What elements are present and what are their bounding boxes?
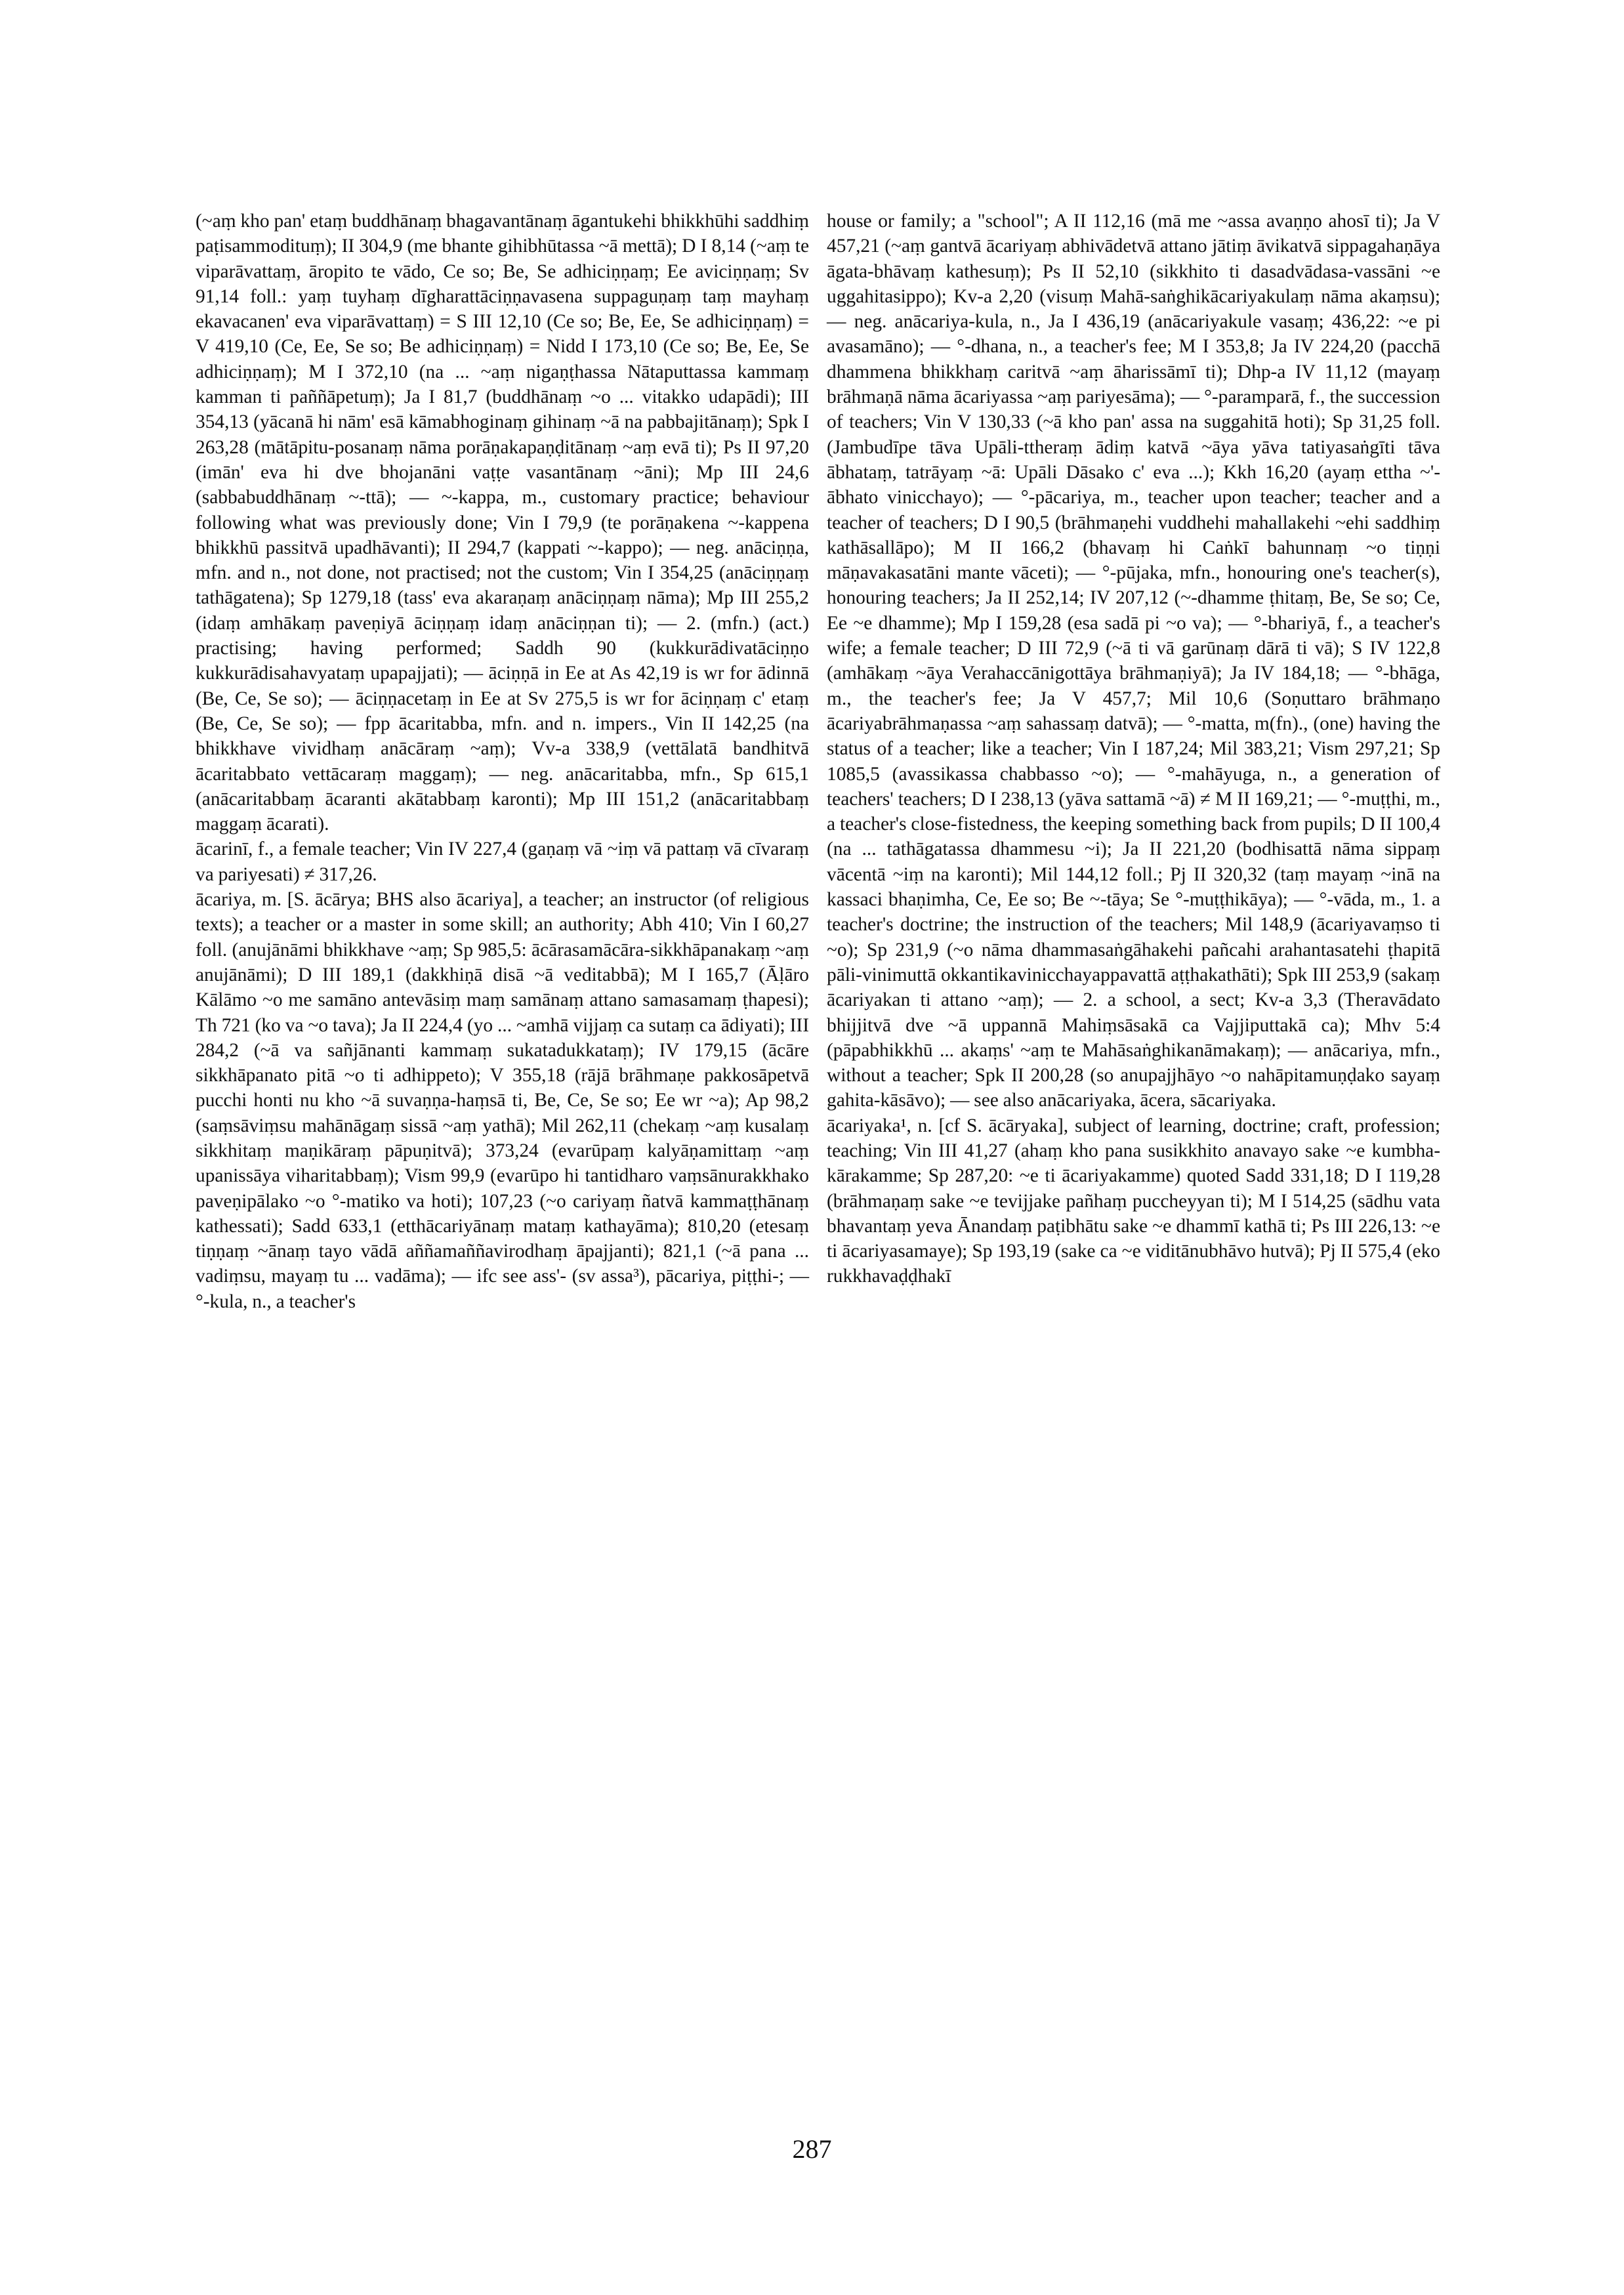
page-number: 287 bbox=[792, 2134, 832, 2164]
entry-acariya-continuation: house or family; a "school"; A II 112,16 (mā me ~assa avaṇṇo ahosī ti); Ja V 457,21 (~aṃ gantvā ācariyaṃ abhivādetvā attano jātiṃ āvikatvā sippagahaṇāya āgata-bhāvaṃ kathesuṃ); Ps II 52,10 (sikkhito ti dasadvādasa-vassāni ~e uggahitasippo); Kv-a 2,20 (visuṃ Mahā-saṅghikācariyakulaṃ nāma akaṃsu); — neg. anācariya-kula, n., Ja I 436,19 (anācariyakule vasaṃ; 436,22: ~e pi avasamāno); — °-dhana, n., a teacher's fee; M I 353,8; Ja IV 224,20 (pacchā dhammena bhikkhaṃ caritvā ~aṃ āharissāmī ti); Dhp-a IV 11,12 (mayaṃ brāhmaṇā nāma ācariyassa ~aṃ pariyesāma); — °-paramparā, f., the succession of teachers; Vin V 130,33 (~ā kho pan' assa na suggahitā hoti); Sp 31,25 foll. (Jambudīpe tāva Upāli-ttheraṃ ādiṃ katvā ~āya yāva tatiyasaṅgīti tāva ābhataṃ, tatrāyaṃ ~ā: Upāli Dāsako c' eva ...); Kkh 16,20 (ayaṃ ettha ~'-ābhato vinicchayo); — °-pācariya, m., teacher upon teacher; teacher and a teacher of teachers; D I 90,5 (brāhmaṇehi vuddhehi mahallakehi ~ehi saddhiṃ kathāsallāpo); M II 166,2 (bhavaṃ hi Caṅkī bahunnaṃ ~o tiṇṇi māṇavakasatāni mante vāceti); — °-pūjaka, mfn., honouring one's teacher(s), honouring teachers; Ja II 252,14; IV 207,12 (~-dhamme ṭhitaṃ, Be, Se so; Ce, Ee ~e dhamme); Mp I 159,28 (esa sadā pi ~o va); — °-bhariyā, f., a teacher's wife; a female teacher; D III 72,9 (~ā ti vā garūnaṃ dārā ti vā); S IV 122,8 (amhākaṃ ~āya Verahaccānigottāya brāhmaṇiyā); Ja IV 184,18; — °-bhāga, m., the teacher's fee; Ja V 457,7; Mil 10,6 (Soṇuttaro brāhmaṇo ācariyabrāhmaṇassa ~aṃ sahassaṃ datvā); — °-matta, m(fn)., (one) having the status of a teacher; like a teacher; Vin I 187,24; Mil 383,21; Vism 297,21; Sp 1085,5 (avassikassa chabbasso ~o); — °-mahāyuga, n., a generation of teachers' teachers; D I 238,13 (yāva sattamā ~ā) ≠ M II 169,21; — °-muṭṭhi, m., a teacher's close-fistedness, the keeping something back from pupils; D II 100,4 (na ... tathāgatassa dhammesu ~i); Ja II 221,20 (bodhisattā nāma sippaṃ vācentā ~iṃ na karonti); Mil 144,12 foll.; Pj II 320,32 (taṃ mayaṃ ~inā na kassaci bhaṇimha, Ce, Ee so; Be ~-tāya; Se °-muṭṭhikāya); — °-vāda, m., 1. a teacher's doctrine; the instruction of the teachers; Mil 148,9 (ācariyavaṃso ti ~o); Sp 231,9 (~o nāma dhammasaṅgāhakehi pañcahi arahantasatehi ṭhapitā pāli-vinimuttā okkantikavinicchayappavattā aṭṭhakathāti); Spk III 253,9 (sakaṃ ācariyakan ti attano ~aṃ); — 2. a school, a sect; Kv-a 3,3 (Theravādato bhijjitvā dve ~ā uppannā Mahiṃsāsakā ca Vajjiputtakā ca); Mhv 5:4 (pāpabhikkhū ... akaṃs' ~aṃ te Mahāsaṅghikanāmakaṃ); — anācariya, mfn., without a teacher; Spk II 200,28 (so anupajjhāyo ~o nahāpitamuṇḍako sayaṃ gahita-kāsāvo); — see also anācariyaka, ācera, sācariyaka. bbox=[827, 211, 1440, 1111]
left-column bbox=[196, 209, 809, 1314]
right-column bbox=[827, 209, 1440, 1289]
entry-continuation: (~aṃ kho pan' etaṃ buddhānaṃ bhagavantānaṃ āgantukehi bhikkhūhi saddhiṃ paṭisammodituṃ); II 304,9 (me bhante gihibhūtassa ~ā mettā); D I 8,14 (~aṃ te viparāvattaṃ, āropito te vādo, Ce so; Be, Se adhiciṇṇaṃ; Ee aviciṇṇaṃ; Sv 91,14 foll.: yaṃ tuyhaṃ dīgharattāciṇṇavasena suppaguṇaṃ taṃ mayhaṃ ekavacanen' eva viparāvattaṃ) = S III 12,10 (Ce so; Be, Ee, Se adhiciṇṇaṃ) = V 419,10 (Ce, Ee, Se so; Be adhiciṇṇaṃ) = Nidd I 173,10 (Ce so; Be, Ee, Se adhiciṇṇaṃ); M I 372,10 (na ... ~aṃ nigaṇṭhassa Nātaputtassa kammaṃ kamman ti paññāpetuṃ); Ja I 81,7 (buddhānaṃ ~o ... vitakko udapādi); III 354,13 (yācanā hi nām' esā kāmabhoginaṃ gihinaṃ ~ā na pabbajitānaṃ); Spk I 263,28 (mātāpitu-posanaṃ nāma porāṇakapaṇḍitānaṃ ~aṃ evā ti); Ps II 97,20 (imān' eva hi dve bhojanāni vaṭṭe vasantānaṃ ~āni); Mp III 24,6 (sabbabuddhānaṃ ~-ttā); — ~-kappa, m., customary practice; behaviour following what was previously done; Vin I 79,9 (te porāṇakena ~-kappena bhikkhū passitvā upadhāvanti); II 294,7 (kappati ~-kappo); — neg. anāciṇṇa, mfn. and n., not done, not practised; not the custom; Vin I 354,25 (anāciṇṇaṃ tathāgatena); Sp 1279,18 (tass' eva akaraṇaṃ anāciṇṇaṃ nāma); Mp III 255,2 (idaṃ amhākaṃ paveṇiyā āciṇṇaṃ idaṃ anāciṇṇan ti); — 2. (mfn.) (act.) practising; having performed; Saddh 90 (kukkurādivatāciṇṇo kukkurādisahavyataṃ upapajjati); — āciṇṇā in Ee at As 42,19 is wr for ādinnā (Be, Ce, Se so); — āciṇṇacetaṃ in Ee at Sv 275,5 is wr for āciṇṇaṃ c' etaṃ (Be, Ce, Se so); — fpp ācaritabba, mfn. and n. impers., Vin II 142,25 (na bhikkhave vividhaṃ anācāraṃ ~aṃ); Vv-a 338,9 (vettālatā bandhitvā ācaritabbato vettācaraṃ maggaṃ); — neg. anācaritabba, mfn., Sp 615,1 (anācaritabbaṃ ācaranti akātabbaṃ karonti); Mp III 151,2 (anācaritabbaṃ maggaṃ ācarati). bbox=[196, 211, 809, 835]
entry-acariyaka: ācariyaka¹, n. [cf S. ācāryaka], subject of learning, doctrine; craft, profession; teaching; Vin III 41,27 (ahaṃ kho pana susikkhito anavayo sake ~e kumbha-kārakamme; Sp 287,20: ~e ti ācariyakamme) quoted Sadd 331,18; D I 119,28 (brāhmaṇaṃ sake ~e tevijjake pañhaṃ puccheyyan ti); M I 514,25 (sādhu vata bhavantaṃ yeva Ānandaṃ paṭibhātu sake ~e dhammī kathā ti; Ps III 226,13: ~e ti ācariyasamaye); Sp 193,19 (sake ca ~e viditānubhāvo hutvā); Pj II 575,4 (eko rukkhavaḍḍhakī bbox=[827, 1115, 1440, 1287]
entry-acarini: ācarinī, f., a female teacher; Vin IV 227,4 (gaṇaṃ vā ~iṃ vā pattaṃ vā cīvaraṃ va pariyesati) ≠ 317,26. bbox=[196, 838, 809, 885]
entry-acariya: ācariya, m. [S. ācārya; BHS also ācariya], a teacher; an instructor (of religious texts); a teacher or a master in some skill; an authority; Abh 410; Vin I 60,27 foll. (anujānāmi bhikkhave ~aṃ; Sp 985,5: ācārasamācāra-sikkhāpanakaṃ ~aṃ anujānāmi); D III 189,1 (dakkhiṇā disā ~ā veditabbā); M I 165,7 (Āḷāro Kālāmo ~o me samāno antevāsiṃ maṃ samānaṃ attano samasamaṃ ṭhapesi); Th 721 (ko va ~o tava); Ja II 224,4 (yo ... ~amhā vijjaṃ ca sutaṃ ca ādiyati); III 284,2 (~ā va sañjānanti kammaṃ sukatadukkataṃ); IV 179,15 (ācāre sikkhāpanato pitā ~o ti adhippeto); V 355,18 (rājā brāhmaṇe pakkosāpetvā pucchi honti nu kho ~ā suvaṇṇa-haṃsā ti, Be, Ce, Se so; Ee wr ~a); Ap 98,2 (saṃsāviṃsu mahānāgaṃ sissā ~aṃ yathā); Mil 262,11 (chekaṃ ~aṃ kusalaṃ sikkhitaṃ maṇikāraṃ pāpuṇitvā); 373,24 (evarūpaṃ kalyāṇamittaṃ ~aṃ upanissāya viharitabbaṃ); Vism 99,9 (evarūpo hi tantidharo vaṃsānurakkhako paveṇipālako ~o °-matiko va hoti); 107,23 (~o cariyaṃ ñatvā kammaṭṭhānaṃ kathessati); Sadd 633,1 (etthācariyānaṃ mataṃ kathayāma); 810,20 (etesaṃ tiṇṇaṃ ~ānaṃ tayo vādā aññamaññavirodhaṃ āpajjanti); 821,1 (~ā pana ... vadiṃsu, mayaṃ tu ... vadāma); — ifc see ass'- (sv assa³), pācariya, piṭṭhi-; — °-kula, n., a teacher's bbox=[196, 889, 809, 1312]
